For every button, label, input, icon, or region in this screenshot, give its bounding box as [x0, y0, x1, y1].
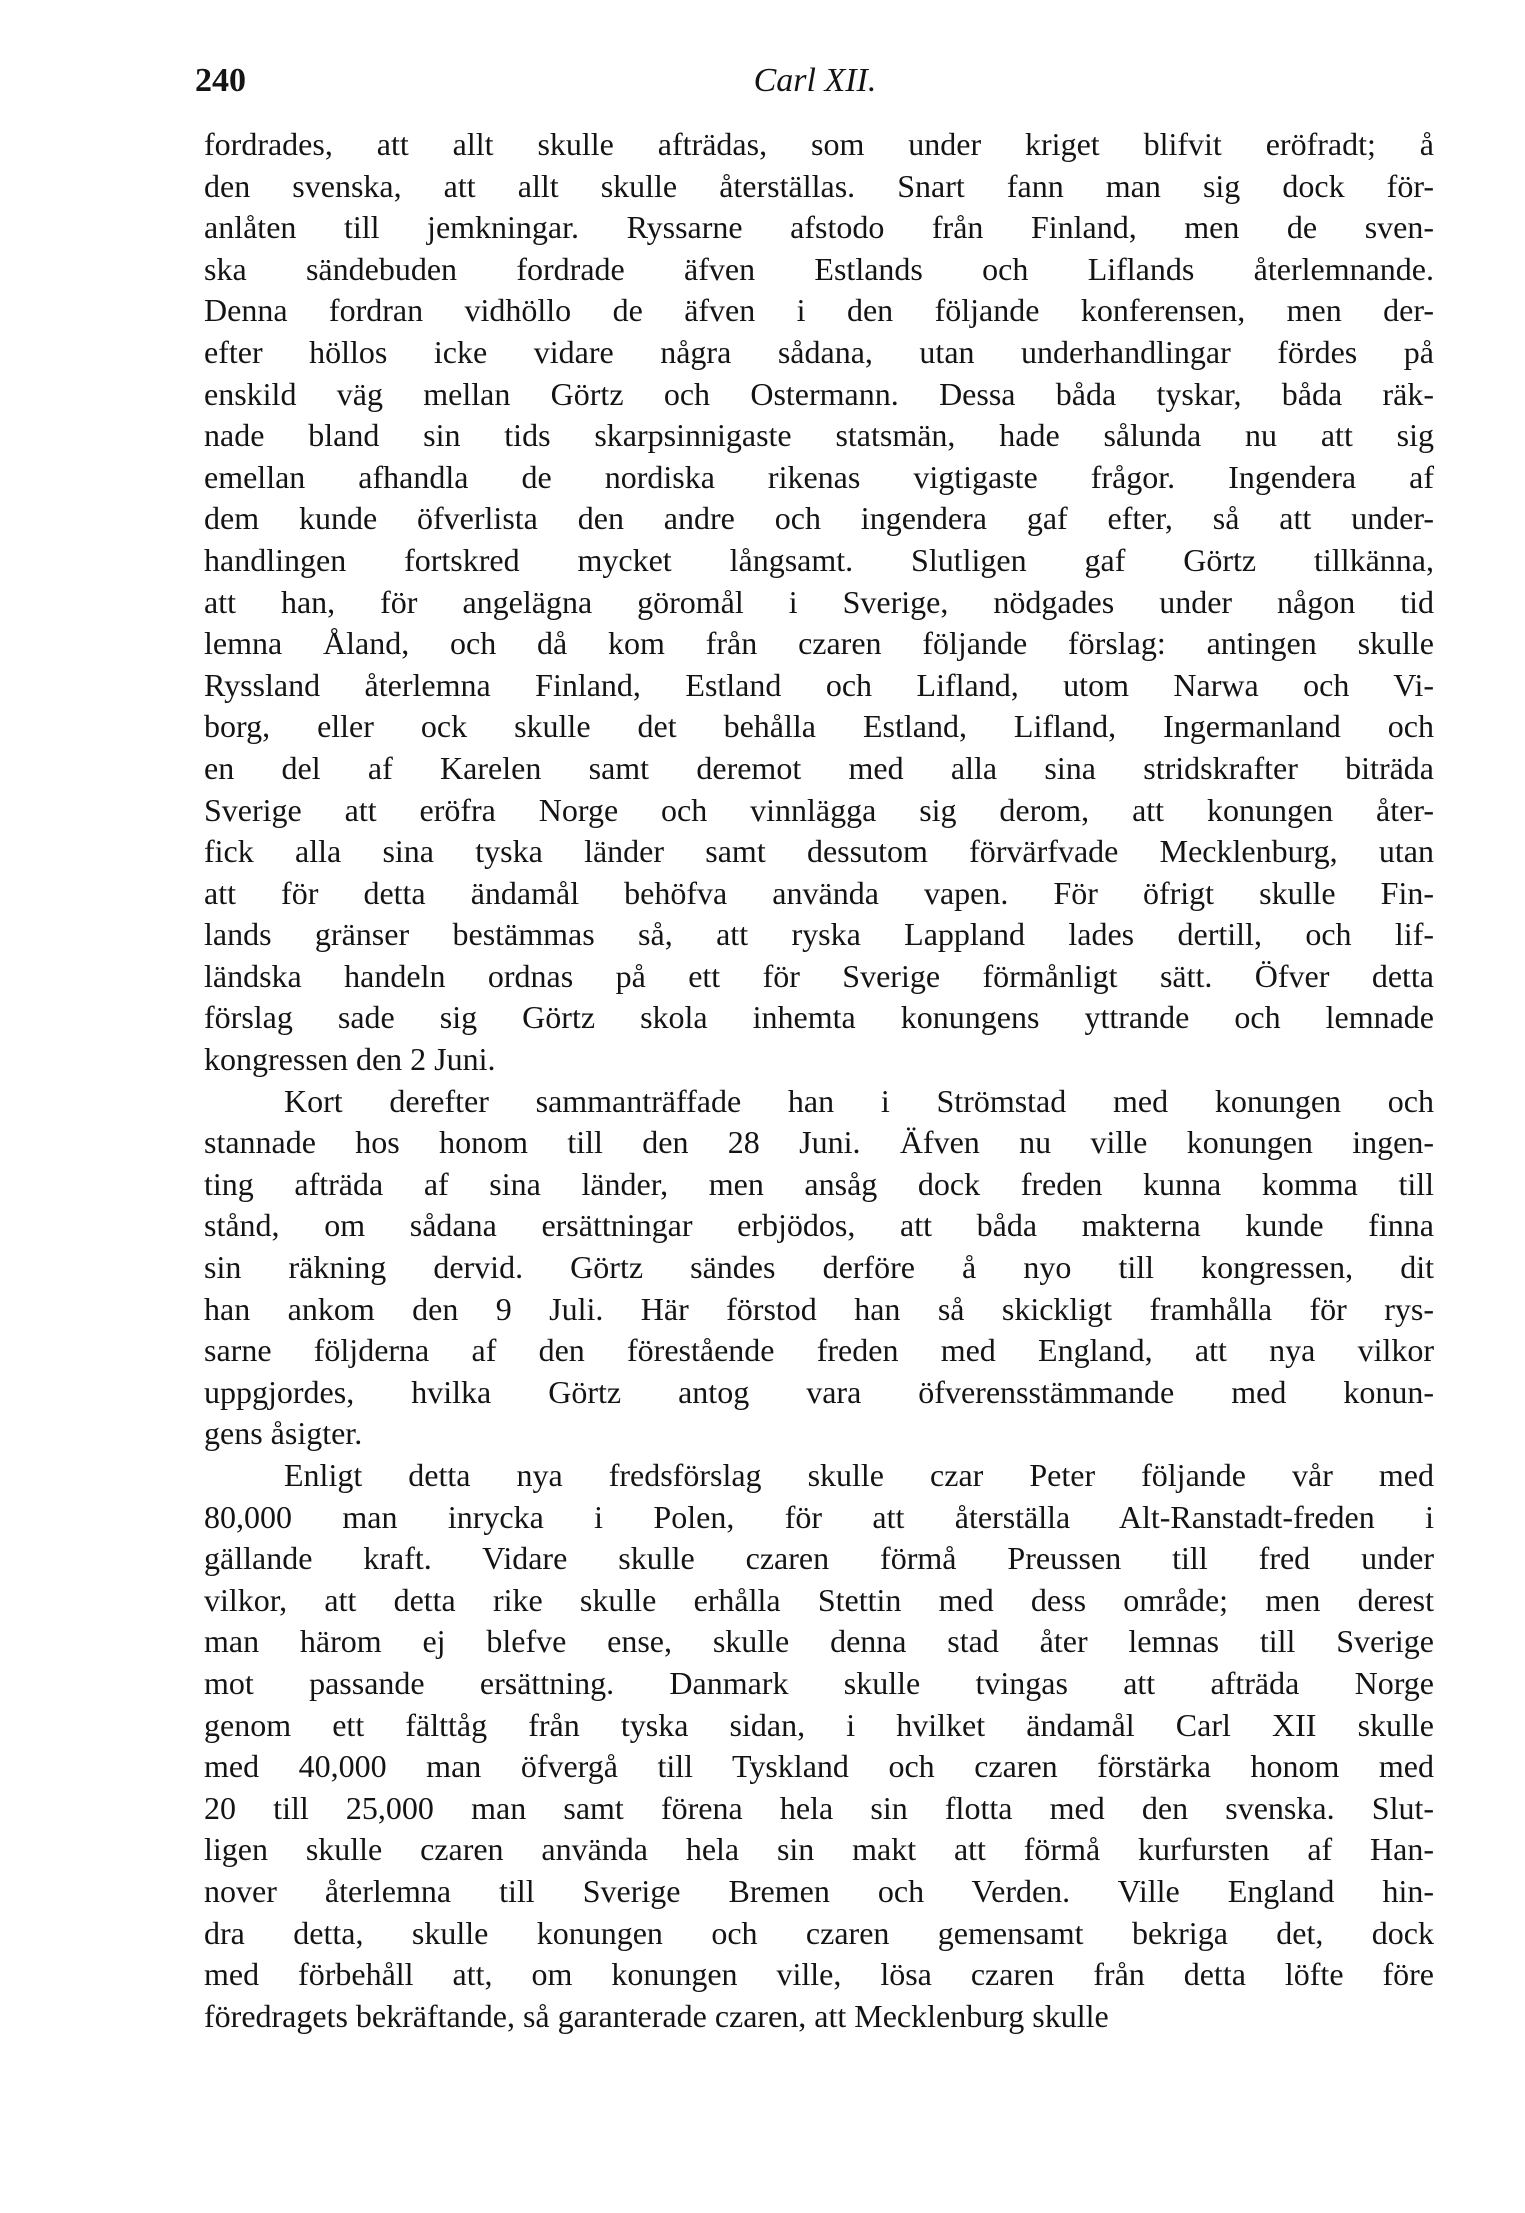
- text-line: man härom ej blefve ense, skulle denna stad åter lemnas till Sverige: [204, 1623, 1434, 1660]
- text-line: 20 till 25,000 man samt förena hela sin flotta med den svenska. Slut-: [204, 1789, 1434, 1826]
- text-line: han ankom den 9 Juli. Här förstod han så skickligt framhålla för rys-: [204, 1290, 1434, 1327]
- text-line: anlåten till jemkningar. Ryssarne afstodo från Finland, men de sven-: [204, 209, 1434, 246]
- text-line: enskild väg mellan Görtz och Ostermann. Dessa båda tyskar, båda räk-: [204, 375, 1434, 412]
- text-line: sin räkning dervid. Görtz sändes derföre å nyo till kongressen, dit: [204, 1249, 1434, 1286]
- text-line: efter höllos icke vidare några sådana, utan underhandlingar fördes på: [204, 333, 1434, 370]
- text-line: med 40,000 man öfvergå till Tyskland och czaren förstärka honom med: [204, 1748, 1434, 1785]
- paragraph: [204, 124, 1434, 1081]
- text-line: sarne följderna af den förestående freden med England, att nya vilkor: [204, 1332, 1434, 1369]
- text-line: stånd, om sådana ersättningar erbjödos, att båda makterna kunde finna: [204, 1207, 1434, 1244]
- text-line: Ryssland återlemna Finland, Estland och Lifland, utom Narwa och Vi-: [204, 666, 1434, 703]
- text-line: med förbehåll att, om konungen ville, lösa czaren från detta löfte före: [204, 1956, 1434, 1993]
- text-line: stannade hos honom till den 28 Juni. Äfven nu ville konungen ingen-: [204, 1124, 1434, 1161]
- running-head: [195, 62, 1435, 112]
- text-line: att för detta ändamål behöfva använda vapen. För öfrigt skulle Fin-: [204, 874, 1434, 911]
- text-line: den svenska, att allt skulle återställas. Snart fann man sig dock för-: [204, 167, 1434, 204]
- text-line: uppgjordes, hvilka Görtz antog vara öfverensstämmande med konun-: [204, 1373, 1434, 1410]
- text-line: borg, eller ock skulle det behålla Estland, Lifland, Ingermanland och: [204, 708, 1434, 745]
- text-line: kongressen den 2 Juni.: [204, 1041, 496, 1078]
- text-line: ligen skulle czaren använda hela sin makt att förmå kurfursten af Han-: [204, 1831, 1434, 1868]
- page-number: 240: [195, 62, 246, 99]
- text-line: genom ett fälttåg från tyska sidan, i hvilket ändamål Carl XII skulle: [204, 1706, 1434, 1743]
- text-line: vilkor, att detta rike skulle erhålla Stettin med dess område; men derest: [204, 1581, 1434, 1618]
- text-line: mot passande ersättning. Danmark skulle tvingas att afträda Norge: [204, 1664, 1434, 1701]
- text-line: förslag sade sig Görtz skola inhemta konungens yttrande och lemnade: [204, 999, 1434, 1036]
- text-line: en del af Karelen samt deremot med alla sina stridskrafter biträda: [204, 749, 1434, 786]
- text-line: emellan afhandla de nordiska rikenas vigtigaste frågor. Ingendera af: [204, 458, 1434, 495]
- text-line: ländska handeln ordnas på ett för Sverige förmånligt sätt. Öfver detta: [204, 957, 1434, 994]
- paragraph: [204, 1455, 1434, 2037]
- text-line: Enligt detta nya fredsförslag skulle czar Peter följande vår med: [284, 1457, 1434, 1493]
- text-line: ting afträda af sina länder, men ansåg dock freden kunna komma till: [204, 1165, 1434, 1202]
- text-line: lemna Åland, och då kom från czaren följande förslag: antingen skulle: [204, 625, 1434, 662]
- text-line: lands gränser bestämmas så, att ryska Lappland lades dertill, och lif-: [204, 916, 1434, 953]
- text-line: att han, för angelägna göromål i Sverige, nödgades under någon tid: [204, 583, 1434, 620]
- text-line: gens åsigter.: [204, 1415, 363, 1452]
- text-line: handlingen fortskred mycket långsamt. Slutligen gaf Görtz tillkänna,: [204, 541, 1434, 578]
- paragraph: [204, 1081, 1434, 1455]
- text-line: föredragets bekräftande, så garanterade czaren, att Mecklenburg skulle: [204, 1997, 1109, 2034]
- text-line: ska sändebuden fordrade äfven Estlands och Liflands återlemnande.: [204, 250, 1434, 287]
- text-line: nade bland sin tids skarpsinnigaste statsmän, hade sålunda nu att sig: [204, 417, 1434, 454]
- text-line: fick alla sina tyska länder samt dessutom förvärfvade Mecklenburg, utan: [204, 833, 1434, 870]
- text-line: 80,000 man inrycka i Polen, för att återställa Alt-Ranstadt-freden i: [204, 1498, 1434, 1535]
- text-line: Sverige att eröfra Norge och vinnlägga sig derom, att konungen åter-: [204, 791, 1434, 828]
- running-title: Carl XII.: [753, 62, 877, 99]
- text-line: gällande kraft. Vidare skulle czaren förmå Preussen till fred under: [204, 1540, 1434, 1577]
- text-line: nover återlemna till Sverige Bremen och Verden. Ville England hin-: [204, 1872, 1434, 1909]
- text-line: Kort derefter sammanträffade han i Strömstad med konungen och: [284, 1082, 1434, 1119]
- text-line: fordrades, att allt skulle afträdas, som under kriget blifvit eröfradt; å: [204, 126, 1434, 162]
- text-line: dem kunde öfverlista den andre och ingendera gaf efter, så att under-: [204, 500, 1434, 537]
- text-line: dra detta, skulle konungen och czaren gemensamt bekriga det, dock: [204, 1914, 1434, 1951]
- text-line: Denna fordran vidhöllo de äfven i den följande konferensen, men der-: [204, 292, 1434, 329]
- body-text: [204, 124, 1434, 2037]
